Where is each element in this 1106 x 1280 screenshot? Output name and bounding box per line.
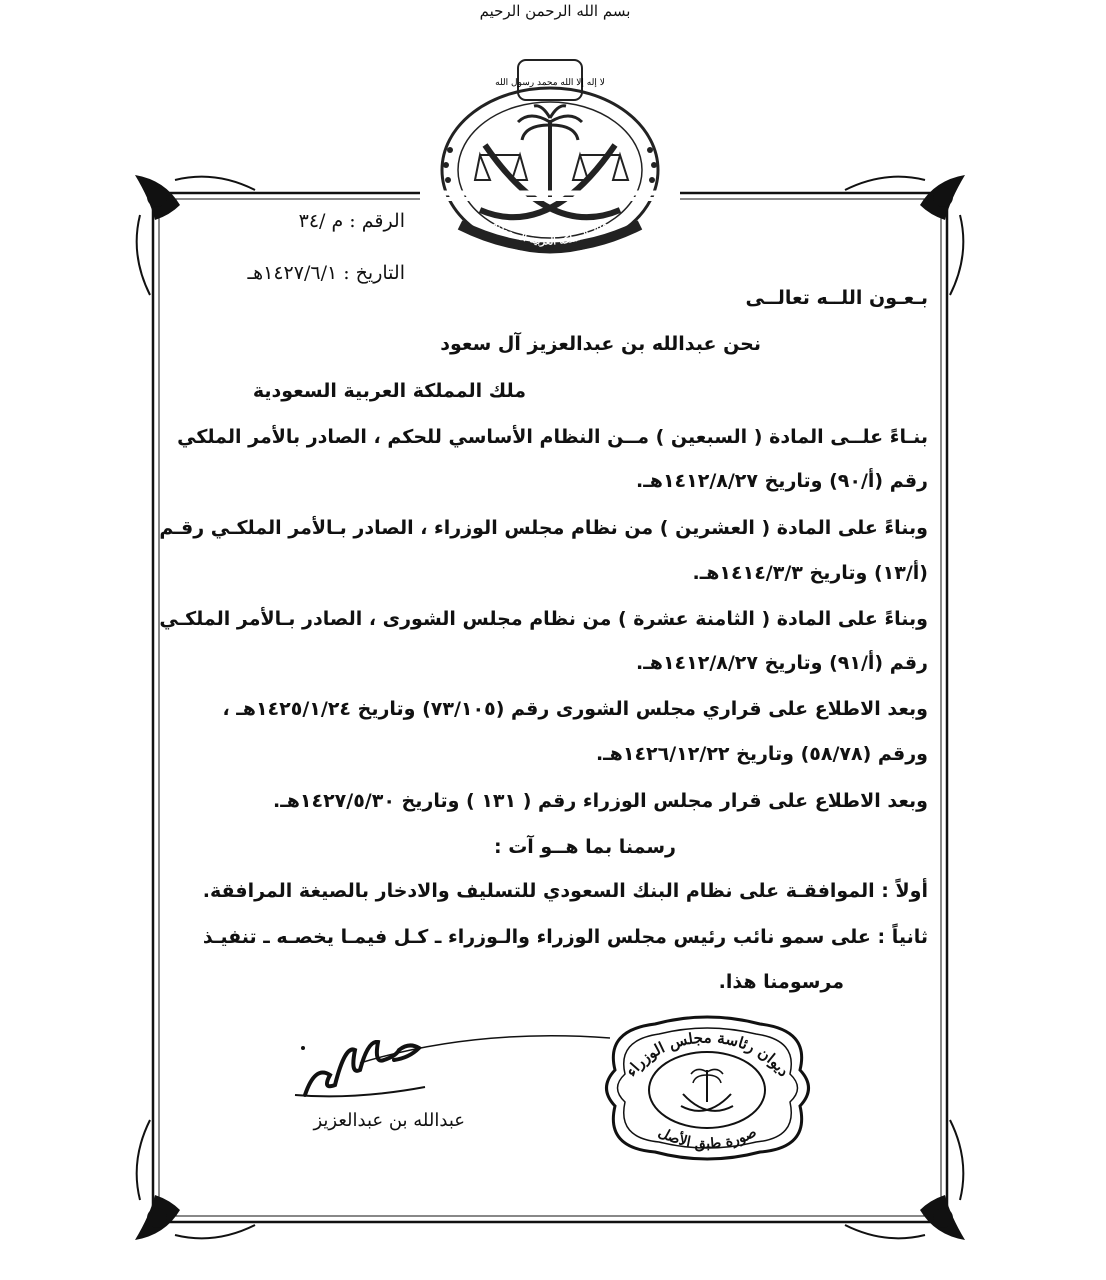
paragraph-line: وبعد الاطلاع على قراري مجلس الشورى رقم (٧٣/١٠٥) وتاريخ ١٤٢٥/١/٢٤هـ ، [222, 698, 928, 720]
emblem-top-text: لا إله إلا الله محمد رسول الله [495, 78, 605, 88]
seal-bottom-text: صورة طبق الأصل [655, 1124, 760, 1153]
paragraph-line: ورقم (٥٨/٧٨) وتاريخ ١٤٢٦/١٢/٢٢هـ. [595, 743, 928, 765]
clause-second: ثانياً : على سمو نائب رئيس مجلس الوزراء والـوزراء ـ كـل فيمـا يخصـه ـ تنفيـذ [202, 926, 928, 948]
paragraph-line: بنـاءً علــى المادة ( السبعين ) مــن النظام الأساسي للحكم ، الصادر بالأمر الملكي [177, 426, 928, 448]
document-date: التاريخ : ١٤٢٧/٦/١هـ [247, 262, 405, 284]
paragraph-line: وبناءً على المادة ( الثامنة عشرة ) من نظام مجلس الشورى ، الصادر بـالأمر الملكـي [159, 608, 928, 630]
seal-outer-text: ديوان رئاسة مجلس الوزراء [621, 1028, 794, 1080]
paragraph-line: وبناءً على المادة ( العشرين ) من نظام مجلس الوزراء ، الصادر بـالأمر الملكـي رقـم [159, 517, 928, 539]
opening-phrase: بـعـون اللــه تعالــى [745, 287, 928, 309]
cabinet-seal [595, 1010, 820, 1165]
paragraph-line: رقم (أ/٩١) وتاريخ ١٤١٢/٨/٢٧هـ. [636, 652, 928, 674]
king-title: ملك المملكة العربية السعودية [252, 380, 526, 402]
signature-flourish [355, 1028, 615, 1068]
king-name: نحن عبدالله بن عبدالعزيز آل سعود [440, 333, 761, 355]
basmala: بسم الله الرحمن الرحيم [479, 2, 631, 20]
paragraph-line: وبعد الاطلاع على قرار مجلس الوزراء رقم ( ١٣١ ) وتاريخ ١٤٢٧/٥/٣٠هـ. [272, 790, 928, 812]
clause-first: أولاً : الموافقـة على نظام البنك السعودي للتسليف والادخار بالصيغة المرافقة. [202, 880, 928, 902]
paragraph-line: (أ/١٣) وتاريخ ١٤١٤/٣/٣هـ. [692, 562, 928, 584]
clause-second-end: مرسومنا هذا. [718, 971, 844, 993]
reference-number: الرقم : م /٣٤ [298, 210, 405, 232]
decree-intro: رسمنا بما هــو آت : [494, 836, 676, 858]
emblem-bottom-text: ملك المملكة العربية السعودية [490, 218, 610, 248]
signatory-name: عبدالله بن عبدالعزيز [313, 1110, 465, 1131]
paragraph-line: رقم (أ/٩٠) وتاريخ ١٤١٢/٨/٢٧هـ. [636, 470, 928, 492]
